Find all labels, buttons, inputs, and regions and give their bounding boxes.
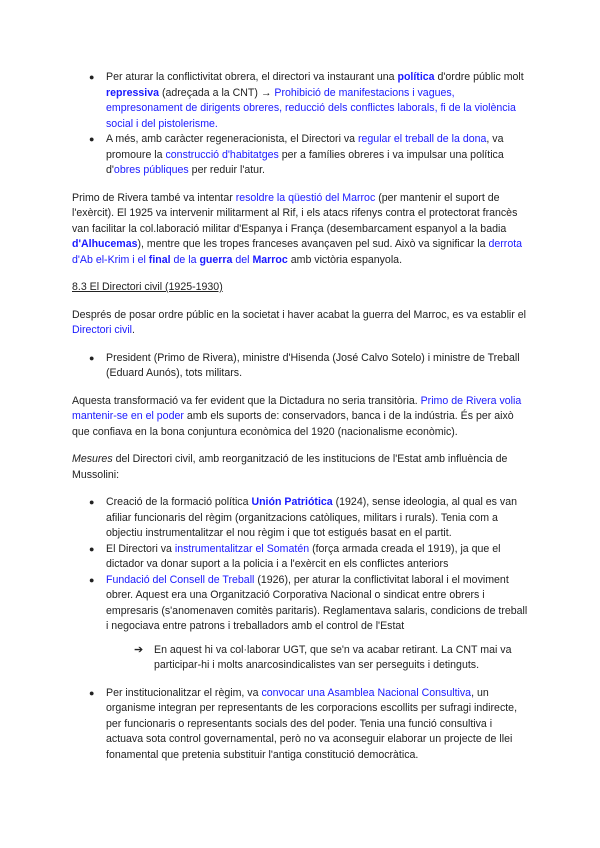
- list-item: ➔ En aquest hi va col·laborar UGT, que se'n va acabar retirant. La CNT mai va participar-hi i molts anarcosindicalistes van ser perseguits i detinguts.: [134, 643, 512, 671]
- transform-paragraph: Aquesta transformació va fer evident que la Dictadura no seria transitòria. Primo de Rivera volia mantenir-se en el poder amb els suports de: conservadors, banca i de la indústria. És per això que confiava en la bona conjuntura econòmica del 1920 (nacionalisme econòmic).: [72, 394, 522, 438]
- list-item: ● El Directori va instrumentalitzar el Somatén (força armada creada el 1919), ja que el dictador va donar suport a la policia i a l'exèrcit en els conflictes anteriors: [89, 542, 501, 570]
- civil-intro-paragraph: Després de posar ordre públic en la societat i haver acabat la guerra del Marroc, es va establir el Directori civil.: [72, 308, 527, 336]
- last-bullet-list: [72, 686, 532, 764]
- bullet-icon: ●: [89, 574, 95, 585]
- sub-bullet-list: [72, 643, 532, 674]
- section-title: 8.3 El Directori civil (1925-1930): [72, 281, 223, 293]
- list-item: ● Fundació del Consell de Treball (1926), per aturar la conflictivitat laboral i el moviment obrer. Aquest era una Organització Corporativa Nacional o sindicat entre obrers i empresaris (s'anomenaven comitès paritaris). Reglamentava salaris, condicions de treball i negociava entre patrons i treballadors amb el control de l'Estat: [89, 573, 528, 632]
- mesures-list: [72, 495, 532, 635]
- arrow-icon: ➔: [134, 643, 144, 656]
- document-page: [72, 70, 532, 763]
- list-item: ● A més, amb caràcter regeneracionista, el Directori va regular el treball de la dona, va promoure la construcció d'habitatges per a famílies obreres i va impulsar una política d'obres públiques per reduir l'atur.: [89, 133, 504, 176]
- bullet-icon: ●: [89, 72, 95, 82]
- highlighted-text: Prohibició de manifestacions i vagues, empresonament de dirigents obreres, reducció dels conflictes laborals, fi de la violència social i del pistolerisme.: [106, 86, 516, 130]
- bullet-icon: ●: [89, 497, 95, 507]
- bullet-icon: ●: [89, 543, 95, 554]
- list-item: ● Creació de la formació política Unión Patriótica (1924), sense ideologia, al qual es van afiliar funcionaris del règim (organitzacions catòliques, militars i rurals). Tenia com a objectiu instrumentalitzar el nou règim i que tot estigués basat en el partit.: [89, 496, 518, 539]
- bullet-icon: ●: [89, 134, 95, 144]
- members-list: [72, 351, 532, 382]
- marroc-paragraph: Primo de Rivera també va intentar resoldre la qüestió del Marroc (per mantenir el suport de l'exèrcit). El 1925 va intervenir militarment al Rif, i els atacs rifenys contra el protectorat francès van facilitar la col.laboració militar d'Espanya i França (desembarcament espanyol a la badia d'Alhucemas), mentre que les tropes franceses avançaven pel sud. Això va significar la derrota d'Ab el-Krim i el final de la guerra del Marroc amb victòria espanyola.: [72, 191, 523, 266]
- bullet-icon: ●: [89, 352, 95, 363]
- intro-bullet-list: [72, 70, 532, 179]
- mesures-paragraph: Mesures del Directori civil, amb reorganització de les institucions de l'Estat amb influència de Mussolini:: [72, 453, 508, 481]
- list-item: ● Per institucionalitzar el règim, va convocar una Asamblea Nacional Consultiva, un organisme integran per representants de les corporacions escollits per sufragi indirecte, per funcionaris o representants socials des del poder. Tenia una funció consultiva i actuava sota control governamental, però no va aconseguir elaborar un projecte de llei fonamental que pretenia substituir l'antiga constitució democràtica.: [89, 686, 518, 761]
- list-item: ● Per aturar la conflictivitat obrera, el directori va instaurant una política d'ordre públic molt repressiva (adreçada a la CNT) → Prohibició de manifestacions i vagues, empresonament de dirigents obreres, reducció dels conflictes laborals, fi de la violència social i del pistolerisme.: [89, 71, 524, 130]
- bullet-icon: ●: [89, 687, 95, 698]
- list-item: ● President (Primo de Rivera), ministre d'Hisenda (José Calvo Sotelo) i ministre de Treball (Eduard Aunós), tots militars.: [89, 351, 520, 379]
